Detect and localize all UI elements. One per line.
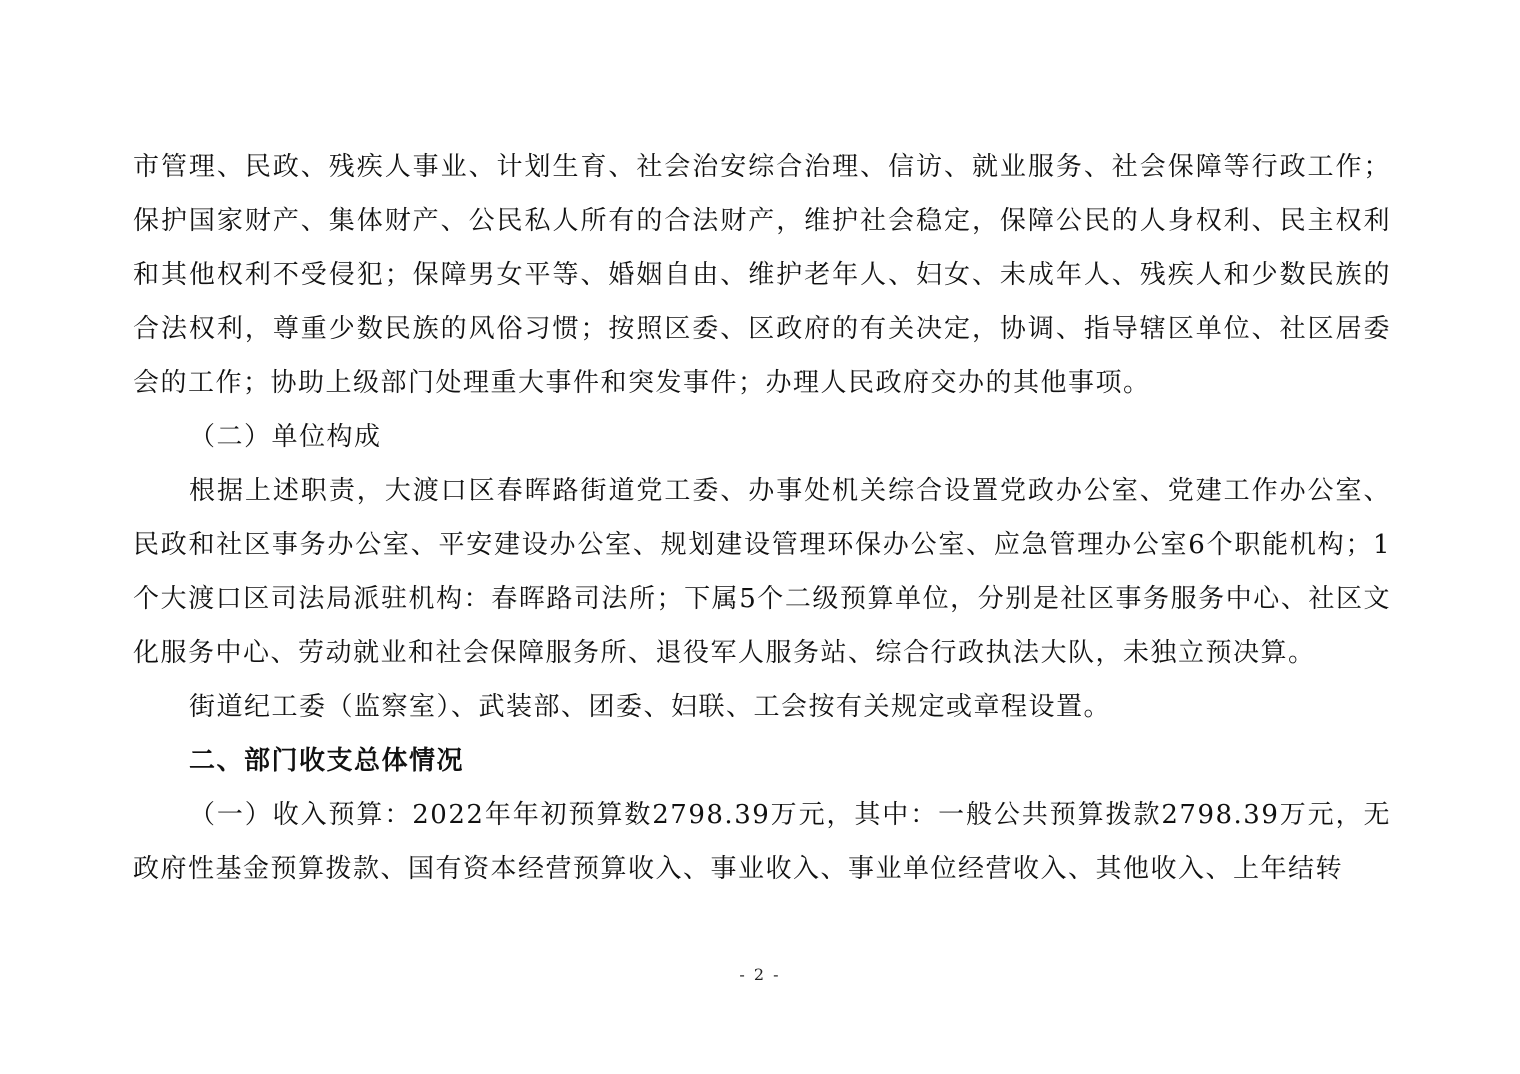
paragraph-revenue-budget: （一）收入预算：2022年年初预算数2798.39万元，其中：一般公共预算拨款2798.39万元，无政府性基金预算拨款、国有资本经营预算收入、事业收入、事业单位经营收入、其他收入、上年结转 — [133, 800, 1391, 884]
paragraph-committees: 街道纪工委（监察室）、武装部、团委、妇联、工会按有关规定或章程设置。 — [189, 692, 1112, 722]
page-number: - 2 - — [739, 965, 781, 984]
paragraph-duties-continued: 市管理、民政、残疾人事业、计划生育、社会治安综合治理、信访、就业服务、社会保障等行政工作；保护国家财产、集体财产、公民私人所有的合法财产，维护社会稳定，保障公民的人身权利、民主权利和其他权利不受侵犯；保障男女平等、婚姻自由、维护老年人、妇女、未成年人、残疾人和少数民族的合法权利，尊重少数民族的风俗习惯；按照区委、区政府的有关决定，协调、指导辖区单位、社区居委会的工作；协助上级部门处理重大事件和突发事件；办理人民政府交办的其他事项。 — [133, 152, 1391, 398]
subheading-unit-composition: （二）单位构成 — [189, 422, 382, 452]
section-heading-revenue-expenditure: 二、部门收支总体情况 — [189, 746, 465, 776]
paragraph-unit-composition: 根据上述职责，大渡口区春晖路街道党工委、办事处机关综合设置党政办公室、党建工作办公室、民政和社区事务办公室、平安建设办公室、规划建设管理环保办公室、应急管理办公室6个职能机构；1个大渡口区司法局派驻机构：春晖路司法所；下属5个二级预算单位，分别是社区事务服务中心、社区文化服务中心、劳动就业和社会保障服务所、退役军人服务站、综合行政执法大队，未独立预决算。 — [133, 476, 1391, 668]
body-text — [133, 140, 1391, 896]
